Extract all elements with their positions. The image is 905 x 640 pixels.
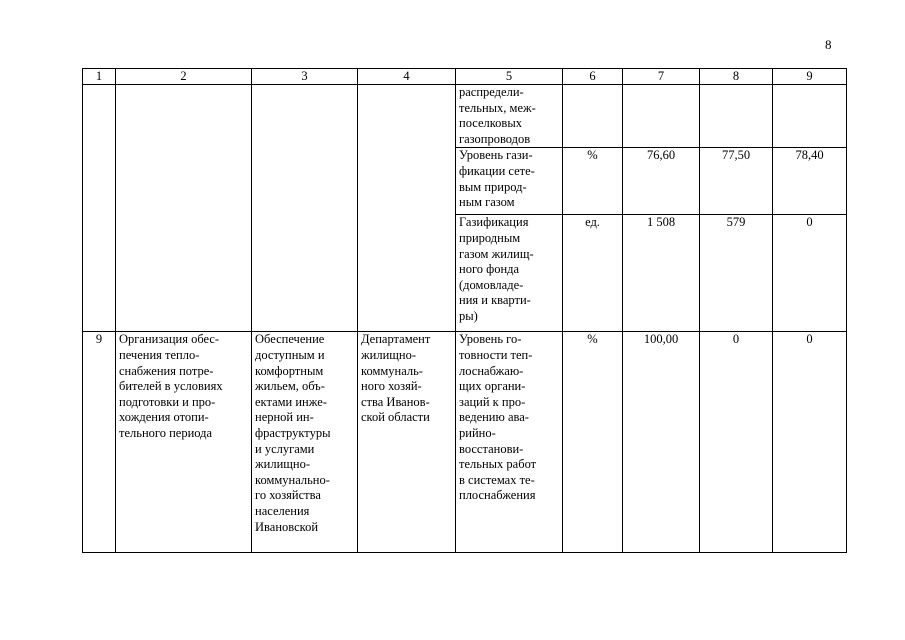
indicator-line: рийно- (459, 425, 496, 440)
goal-line: ектами инже- (255, 394, 327, 409)
header-cell: 6 (563, 69, 623, 85)
unit-cell: ед. (563, 215, 623, 332)
header-cell: 1 (83, 69, 116, 85)
goal-line: го хозяйства (255, 488, 321, 503)
header-cell: 4 (358, 69, 456, 85)
measure-line: снабжения потре- (119, 363, 214, 378)
indicator-line: Уровень го- (459, 332, 522, 347)
executor-line: Департамент (361, 332, 431, 347)
goal-line: нерной ин- (255, 410, 314, 425)
value-cell-7: 1 508 (623, 215, 700, 332)
measure-line: бителей в условиях (119, 379, 223, 394)
value-cell-9: 0 (773, 215, 847, 332)
unit-value: % (587, 332, 598, 347)
indicator-line: тельных, меж- (459, 100, 536, 115)
indicator-line: ры) (459, 308, 478, 323)
header-cell: 3 (252, 69, 358, 85)
indicators-table (82, 68, 847, 553)
goal-line: и услугами (255, 441, 315, 456)
indicator-line: товности теп- (459, 347, 533, 362)
value-cell-9 (773, 85, 847, 148)
indicator-line: вым природ- (459, 179, 527, 194)
goal-cell-empty (252, 85, 358, 332)
goal-line: фраструктуры (255, 425, 331, 440)
executor-line: ства Иванов- (361, 394, 430, 409)
indicator-line: ния и кварти- (459, 293, 531, 308)
goal-line: доступным и (255, 347, 325, 362)
goal-line: Ивановской (255, 519, 319, 534)
value-cell-8 (700, 85, 773, 148)
header-cell: 7 (623, 69, 700, 85)
measure-line: подготовки и про- (119, 394, 216, 409)
value-cell-8 (700, 332, 773, 553)
indicator-line: ным газом (459, 195, 515, 210)
row-number-cell (83, 332, 116, 553)
value-cell-7 (623, 332, 700, 553)
indicator-line: тельных работ (459, 457, 537, 472)
measure-line: тельного периода (119, 425, 213, 440)
measure-cell-empty (116, 85, 252, 332)
measure-line: Организация обес- (119, 332, 220, 347)
value-cell-9: 78,40 (773, 148, 847, 215)
indicator-line: ного фонда (459, 262, 520, 277)
value-7: 100,00 (643, 332, 679, 347)
goal-line: жилищно- (255, 457, 310, 472)
indicator-line: распредели- (459, 85, 524, 99)
measure-cell (116, 332, 252, 553)
indicator-line: в системах те- (459, 472, 535, 487)
indicator-line: Газификация (459, 215, 529, 230)
table-row (83, 85, 847, 148)
indicator-line: газом жилищ- (459, 246, 534, 261)
indicator-line: восстанови- (459, 441, 524, 456)
indicator-line: газопроводов (459, 131, 531, 146)
indicator-line: поселковых (459, 116, 522, 131)
value-8: 0 (732, 332, 740, 347)
goal-line: Обеспечение (255, 332, 325, 347)
page-number: 8 (825, 37, 832, 52)
unit-cell (563, 85, 623, 148)
unit-cell: % (563, 148, 623, 215)
executor-line: ской области (361, 410, 430, 425)
executor-line: коммуналь- (361, 363, 423, 378)
goal-cell (252, 332, 358, 553)
indicator-line: плоснабжения (459, 488, 536, 503)
value-cell-8: 579 (700, 215, 773, 332)
indicator-line: ведению ава- (459, 410, 529, 425)
value-9: 0 (806, 332, 813, 347)
indicator-cell (456, 148, 563, 215)
executor-line: ного хозяй- (361, 379, 422, 394)
indicator-line: (домовладе- (459, 277, 524, 292)
value-cell-8: 77,50 (700, 148, 773, 215)
indicator-cell (456, 85, 563, 148)
indicator-line: Уровень гази- (459, 148, 533, 163)
executor-line: жилищно- (361, 347, 416, 362)
indicator-line: щих органи- (459, 379, 526, 394)
goal-line: коммунально- (255, 472, 330, 487)
goal-line: комфортным (255, 363, 324, 378)
num-cell-empty (83, 85, 116, 332)
header-cell: 9 (773, 69, 847, 85)
measure-line: хождения отопи- (119, 410, 209, 425)
executor-cell (358, 332, 456, 553)
indicator-line: фикации сете- (459, 163, 535, 178)
value-cell-9 (773, 332, 847, 553)
header-cell: 2 (116, 69, 252, 85)
table-row (83, 332, 847, 553)
indicator-line: природным (459, 230, 521, 245)
executor-cell-empty (358, 85, 456, 332)
measure-line: печения тепло- (119, 347, 200, 362)
indicator-cell (456, 332, 563, 553)
value-cell-7 (623, 85, 700, 148)
goal-line: жильем, объ- (255, 379, 325, 394)
header-cell: 8 (700, 69, 773, 85)
goal-line: населения (255, 503, 310, 518)
indicator-cell (456, 215, 563, 332)
value-cell-7: 76,60 (623, 148, 700, 215)
row-number: 9 (95, 332, 103, 347)
table-header-row (83, 69, 847, 85)
header-cell: 5 (456, 69, 563, 85)
indicator-line: заций к про- (459, 394, 526, 409)
unit-cell (563, 332, 623, 553)
indicator-line: лоснабжаю- (459, 363, 524, 378)
